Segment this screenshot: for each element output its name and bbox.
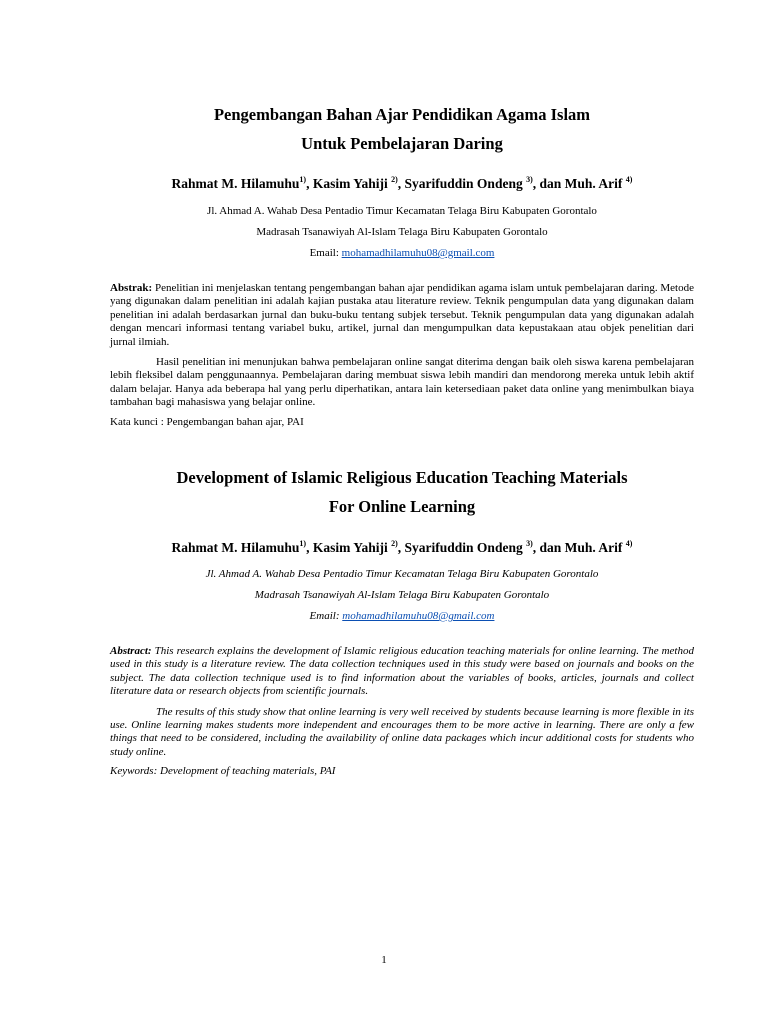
author-affiliation-mark: 2)	[391, 175, 398, 184]
authors-english	[110, 540, 694, 556]
address-line: Jl. Ahmad A. Wahab Desa Pentadio Timur Kecamatan Telaga Biru Kabupaten Gorontalo	[207, 205, 597, 217]
author-separator: ,	[306, 540, 313, 555]
abstract-text: Penelitian ini menjelaskan tentang pengembangan bahan ajar pendidikan agama islam untuk pembelajaran daring. Metode yang digunakan dalam penelitian ini adalah kajian pustaka atau literature review. Teknik pengumpulan data yang digunakan dalam penelitian ini adalah berdasarkan jurnal dan buku-buku tentang subjek tersebut. Teknik pengumpulan data yang digunakan adalah dengan mencari informasi tentang variabel buku, artikel, jurnal dan mengumpulkan data kepustakaan atau objek penelitian dari jurnal ilmiah.	[110, 282, 694, 348]
abstract-english	[110, 645, 694, 778]
author-separator: ,	[306, 176, 313, 191]
institution-line: Madrasah Tsanawiyah Al-Islam Telaga Biru Kabupaten Gorontalo	[256, 226, 548, 238]
title-english-line2: For Online Learning	[328, 497, 476, 516]
author-affiliation-mark: 4)	[625, 175, 633, 184]
address-line: Jl. Ahmad A. Wahab Desa Pentadio Timur Kecamatan Telaga Biru Kabupaten Gorontalo	[205, 568, 599, 580]
email-line	[110, 243, 694, 264]
author-affiliation-mark: 4)	[625, 539, 633, 548]
title-indonesian-line1: Pengembangan Bahan Ajar Pendidikan Agama Islam	[213, 105, 591, 124]
author-affiliation-mark: 3)	[526, 175, 533, 184]
abstract-indonesian	[110, 282, 694, 429]
author-name: Syarifuddin Ondeng	[404, 176, 527, 191]
email-label: Email:	[309, 610, 343, 622]
title-indonesian-line2: Untuk Pembelajaran Daring	[301, 134, 503, 153]
author-affiliation-mark: 1)	[299, 539, 307, 548]
abstract-paragraph-results: The results of this study show that online learning is very well received by students because learning is more flexible in its use. Online learning makes students more independent and encourages them to be more active in learning. There are only a few things that need to be considered, including the availability of online data packages which incur additional costs for students who study online.	[110, 705, 694, 758]
author-affiliation-mark: 1)	[299, 175, 307, 184]
abstract-text: This research explains the development of Islamic religious education teaching materials for online learning. The method used in this study is a literature review. The data collection techniques used in this study were based on journals and books on the subject. The data collection technique used is to find information about the variables of books, articles, journals and collect literature data or research objects from scientific journals.	[110, 645, 694, 698]
author-separator: ,	[397, 176, 405, 191]
author-affiliation-mark: 2)	[391, 539, 398, 548]
authors-indonesian	[110, 176, 694, 192]
abstract-paragraph-results: Hasil penelitian ini menunjukan bahwa pembelajaran online sangat diterima dengan baik oleh siswa karena pembelajaran lebih fleksibel dalam penggunaannya. Pembelajaran daring membuat siswa lebih mandiri dan mendorong mereka untuk lebih aktif dalam belajar. Hanya ada beberapa hal yang perlu diperhatikan, antara lain ketersediaan paket data online yang menimbulkan biaya tambahan bagi mahasiswa yang belajar online.	[110, 356, 694, 409]
email-link[interactable]: mohamadhilamuhu08@gmail.com	[342, 610, 495, 622]
abstract-paragraph	[110, 645, 694, 699]
email-label: Email:	[309, 247, 342, 259]
email-line	[110, 606, 694, 627]
author-affiliation-mark: 3)	[526, 539, 533, 548]
keywords-indonesian: Kata kunci : Pengembangan bahan ajar, PAI	[110, 415, 304, 428]
affiliation-indonesian	[110, 201, 694, 264]
author-name: Rahmat M. Hilamuhu	[171, 540, 300, 555]
abstract-label: Abstrak:	[110, 282, 153, 294]
title-english	[110, 463, 694, 521]
affiliation-english	[110, 564, 694, 627]
author-name: Muh. Arif	[564, 540, 626, 555]
author-name: Rahmat M. Hilamuhu	[171, 176, 300, 191]
title-indonesian	[110, 100, 694, 158]
author-separator: ,	[397, 540, 405, 555]
author-separator: , dan	[532, 540, 565, 555]
institution-line: Madrasah Tsanawiyah Al-Islam Telaga Biru Kabupaten Gorontalo	[254, 589, 550, 601]
author-name: Syarifuddin Ondeng	[404, 540, 527, 555]
author-name: Kasim Yahiji	[312, 176, 392, 191]
keywords-english: Keywords: Development of teaching materials, PAI	[110, 765, 336, 778]
abstract-label: Abstract:	[110, 645, 152, 657]
title-english-line1: Development of Islamic Religious Education Teaching Materials	[176, 468, 628, 487]
abstract-paragraph	[110, 282, 694, 349]
author-name: Kasim Yahiji	[312, 540, 392, 555]
page-number: 1	[381, 954, 387, 966]
author-name: Muh. Arif	[564, 176, 626, 191]
email-link[interactable]: mohamadhilamuhu08@gmail.com	[341, 247, 495, 259]
author-separator: , dan	[532, 176, 565, 191]
